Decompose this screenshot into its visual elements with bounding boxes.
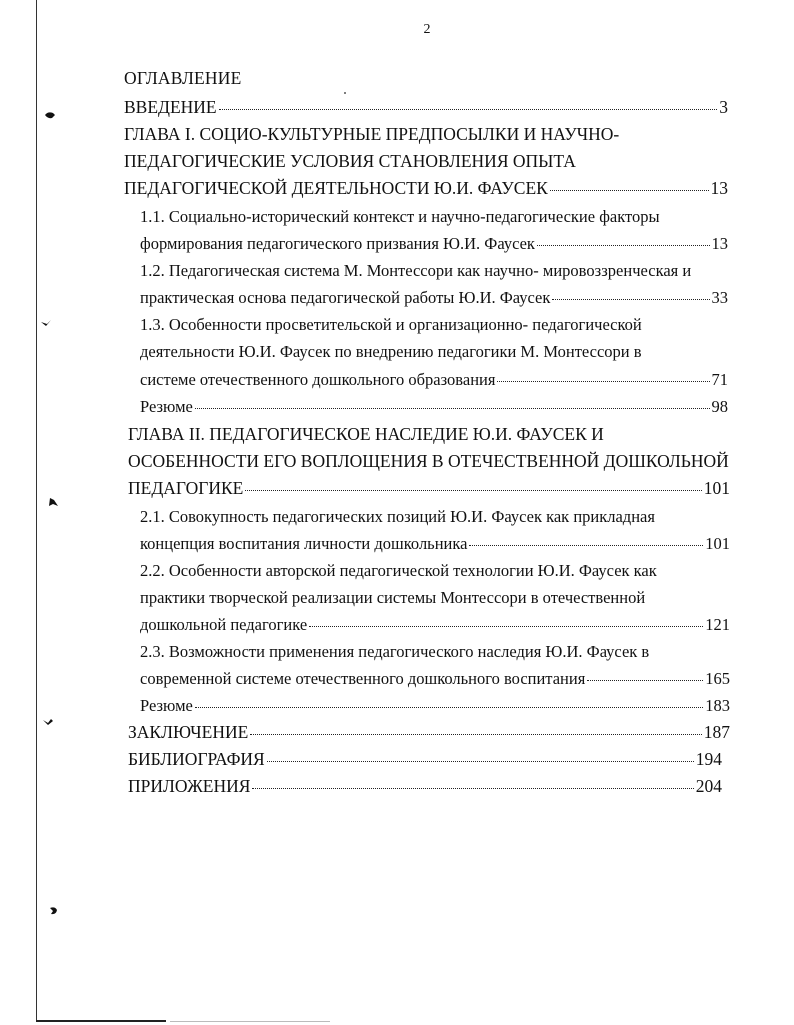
toc-entry-appendices[interactable]: ПРИЛОЖЕНИЯ 204	[128, 776, 722, 796]
toc-entry-chapter-2-line-3[interactable]: ПЕДАГОГИКЕ 101	[128, 478, 730, 498]
toc-entry-section-1-3-line-1[interactable]: 1.3. Особенности просветительской и организационно- педагогической	[140, 315, 642, 334]
dot-leader	[550, 190, 709, 191]
page-number: 2	[423, 22, 431, 37]
toc-entry-section-2-2-line-2[interactable]: практики творческой реализации системы Монтессори в отечественной	[140, 588, 646, 607]
toc-entry-section-1-1-line-2[interactable]: формирования педагогического призвания Ю.И. Фаусек 13	[140, 234, 728, 253]
dot-leader	[537, 245, 710, 246]
dot-leader	[309, 626, 703, 627]
toc-entry-section-2-1-line-2[interactable]: концепция воспитания личности дошкольника 101	[140, 534, 730, 553]
toc-entry-section-2-3-line-1[interactable]: 2.3. Возможности применения педагогического наследия Ю.И. Фаусек в	[140, 642, 650, 661]
toc-entry-section-1-1-line-1[interactable]: 1.1. Социально-исторический контекст и научно-педагогические факторы	[140, 207, 660, 226]
toc-entry-section-2-1-line-1[interactable]: 2.1. Совокупность педагогических позиций Ю.И. Фаусек как прикладная	[140, 507, 655, 526]
toc-entry-chapter-1-line-3[interactable]: ПЕДАГОГИЧЕСКОЙ ДЕЯТЕЛЬНОСТИ Ю.И. ФАУСЕК 13	[124, 178, 728, 198]
toc-entry-section-2-3-line-2[interactable]: современной системе отечественного дошкольного воспитания 165	[140, 669, 730, 688]
toc-entry-section-2-2-line-1[interactable]: 2.2. Особенности авторской педагогической технологии Ю.И. Фаусек как	[140, 561, 657, 580]
toc-entry-introduction[interactable]: ВВЕДЕНИЕ 3	[124, 97, 728, 117]
toc-entry-bibliography[interactable]: БИБЛИОГРАФИЯ 194	[128, 749, 722, 769]
toc-entry-section-1-3-line-3[interactable]: системе отечественного дошкольного образования 71	[140, 370, 728, 389]
toc-entry-section-2-2-line-3[interactable]: дошкольной педагогике 121	[140, 615, 730, 634]
dot-leader	[195, 408, 710, 409]
dot-leader	[552, 299, 709, 300]
toc-entry-chapter-2-line-1[interactable]: ГЛАВА II. ПЕДАГОГИЧЕСКОЕ НАСЛЕДИЕ Ю.И. ФАУСЕК И	[128, 424, 604, 444]
toc-entry-chapter-1-line-2[interactable]: ПЕДАГОГИЧЕСКИЕ УСЛОВИЯ СТАНОВЛЕНИЯ ОПЫТА	[124, 151, 576, 171]
dot-leader	[195, 707, 703, 708]
dot-leader	[252, 788, 693, 789]
toc-entry-summary-2[interactable]: Резюме 183	[140, 696, 730, 715]
toc-entry-section-1-2-line-1[interactable]: 1.2. Педагогическая система М. Монтессори как научно- мировоззренческая и	[140, 261, 692, 280]
dot-leader	[219, 109, 718, 110]
dot-leader	[497, 381, 709, 382]
toc-entry-conclusion[interactable]: ЗАКЛЮЧЕНИЕ 187	[128, 722, 730, 742]
dot-leader	[267, 761, 694, 762]
toc-entry-summary-1[interactable]: Резюме 98	[140, 397, 728, 416]
toc-entry-section-1-3-line-2[interactable]: деятельности Ю.И. Фаусек по внедрению педагогики М. Монтессори в	[140, 342, 642, 361]
dot-leader	[245, 490, 701, 491]
toc-entry-chapter-2-line-2[interactable]: ОСОБЕННОСТИ ЕГО ВОПЛОЩЕНИЯ В ОТЕЧЕСТВЕННОЙ ДОШКОЛЬНОЙ	[128, 451, 729, 471]
dot-leader	[587, 680, 703, 681]
toc-entry-section-1-2-line-2[interactable]: практическая основа педагогической работы Ю.И. Фаусек 33	[140, 288, 728, 307]
toc-entry-chapter-1-line-1[interactable]: ГЛАВА I. СОЦИО-КУЛЬТУРНЫЕ ПРЕДПОСЫЛКИ И НАУЧНО-	[124, 124, 620, 144]
toc-heading: ОГЛАВЛЕНИЕ	[124, 68, 242, 88]
dot-leader	[250, 734, 701, 735]
dot-leader	[469, 545, 703, 546]
